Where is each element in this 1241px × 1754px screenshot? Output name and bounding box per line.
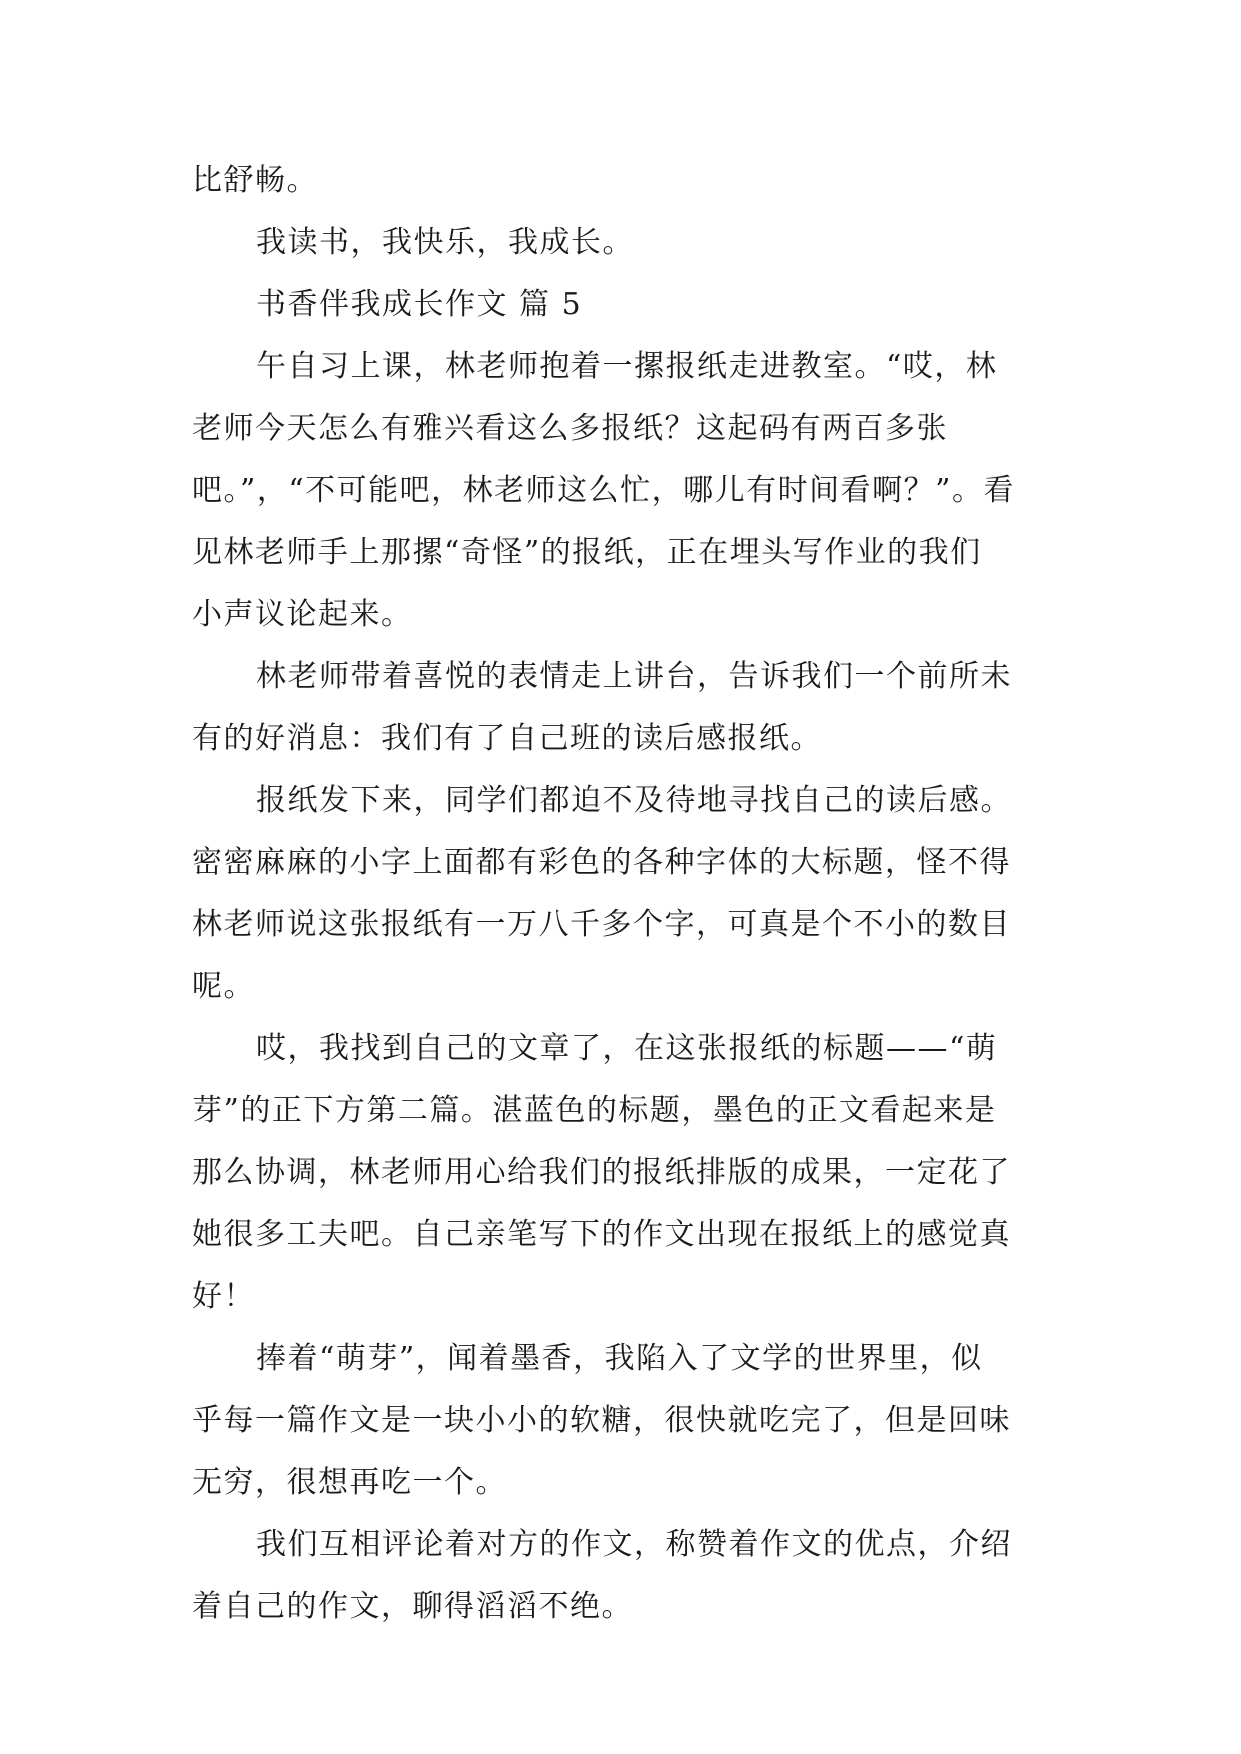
text-line-17: 那么协调，林老师用心给我们的报纸排版的成果，一定花了 (192, 1155, 1011, 1190)
text-line-19: 好！ (192, 1279, 255, 1314)
text-line-13: 林老师说这张报纸有一万八千多个字，可真是个不小的数目 (192, 907, 1011, 942)
text-line-5: 老师今天怎么有雅兴看这么多报纸？这起码有两百多张 (192, 411, 948, 446)
text-line-24: 着自己的作文，聊得滔滔不绝。 (192, 1589, 633, 1624)
text-line-4: 午自习上课，林老师抱着一摞报纸走进教室。“哎，林 (256, 349, 998, 384)
text-line-11: 报纸发下来，同学们都迫不及待地寻找自己的读后感。 (256, 783, 1012, 818)
section-heading: 书香伴我成长作文 篇 5 (256, 287, 583, 322)
text-line-20: 捧着“萌芽”，闻着墨香，我陷入了文学的世界里，似 (256, 1341, 983, 1376)
text-line-18: 她很多工夫吧。自己亲笔写下的作文出现在报纸上的感觉真 (192, 1217, 1011, 1252)
text-line-12: 密密麻麻的小字上面都有彩色的各种字体的大标题，怪不得 (192, 845, 1011, 880)
text-line-1: 比舒畅。 (192, 163, 318, 198)
text-line-23: 我们互相评论着对方的作文，称赞着作文的优点，介绍 (256, 1527, 1012, 1562)
text-line-7: 见林老师手上那摞“奇怪”的报纸，正在埋头写作业的我们 (192, 535, 982, 570)
text-line-16: 芽”的正下方第二篇。湛蓝色的标题，墨色的正文看起来是 (192, 1093, 997, 1128)
text-line-21: 乎每一篇作文是一块小小的软糖，很快就吃完了，但是回味 (192, 1403, 1011, 1438)
text-line-15: 哎，我找到自己的文章了，在这张报纸的标题——“萌 (256, 1031, 998, 1066)
text-line-6: 吧。”，“不可能吧，林老师这么忙，哪儿有时间看啊？”。看 (192, 473, 1016, 508)
text-line-14: 呢。 (192, 969, 255, 1004)
text-line-10: 有的好消息：我们有了自己班的读后感报纸。 (192, 721, 822, 756)
text-line-22: 无穷，很想再吃一个。 (192, 1465, 507, 1500)
text-line-2: 我读书，我快乐，我成长。 (256, 225, 634, 260)
text-line-8: 小声议论起来。 (192, 597, 413, 632)
document-body (192, 150, 1054, 1638)
text-line-9: 林老师带着喜悦的表情走上讲台，告诉我们一个前所未 (256, 659, 1012, 694)
